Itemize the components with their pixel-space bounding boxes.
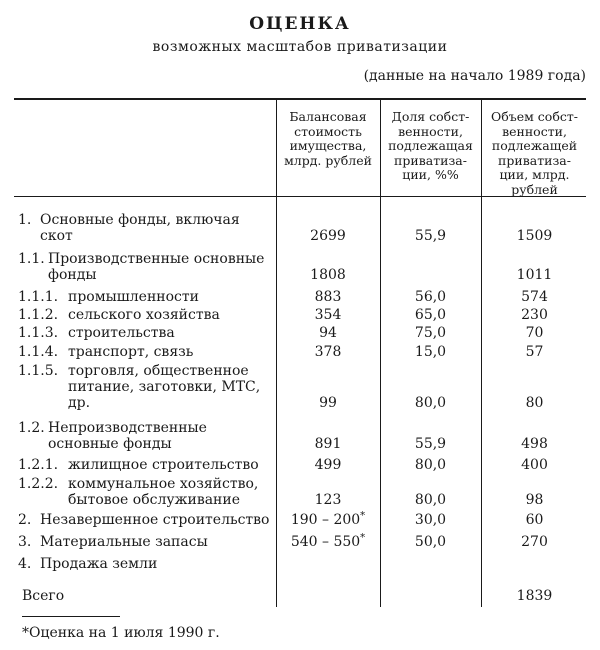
row-label-line: Непроизводственные	[48, 420, 207, 436]
cell-privatization-volume	[483, 228, 586, 244]
row-label	[40, 556, 290, 572]
row-label	[48, 420, 298, 452]
column-header-line: млрд. рублей	[284, 152, 372, 168]
row-label-line: фонды	[48, 267, 97, 283]
cell-privatization-share	[382, 534, 479, 550]
column-header-line: приватиза-	[394, 152, 467, 168]
row-label	[40, 534, 290, 550]
cell-balance-value	[278, 512, 378, 528]
table-title: ОЦЕНКА	[249, 14, 351, 34]
cell-balance-value	[278, 344, 378, 360]
cell-value: 574	[521, 289, 548, 305]
cell-privatization-volume	[483, 492, 586, 508]
table-row	[0, 588, 600, 604]
table-row	[0, 476, 600, 508]
cell-privatization-volume	[483, 436, 586, 452]
cell-value: 400	[521, 457, 548, 473]
cell-privatization-volume	[483, 512, 586, 528]
cell-value: 230	[521, 307, 548, 323]
cell-value: 55,9	[414, 436, 447, 452]
column-header-line: приватиза-	[498, 152, 571, 168]
cell-privatization-volume	[483, 534, 586, 550]
cell-value: 75,0	[414, 325, 447, 341]
cell-value: 1011	[516, 267, 553, 283]
column-header-line: ции, %%	[402, 167, 459, 182]
table-row	[0, 289, 600, 305]
row-number: 1.1.2.	[18, 307, 59, 323]
cell-value: 498	[521, 436, 548, 452]
column-header-line: венности,	[398, 123, 463, 139]
row-label-line: Всего	[22, 588, 65, 604]
row-number: 1.1.4.	[18, 344, 59, 360]
cell-balance-value	[278, 325, 378, 341]
row-label-line: Производственные основные	[48, 251, 265, 267]
cell-value: 50,0	[414, 534, 447, 550]
table-row	[0, 251, 600, 283]
column-header-line: Объем собст-	[490, 109, 578, 124]
cell-privatization-share	[382, 395, 479, 411]
cell-value: 15,0	[414, 344, 447, 360]
row-label-line: сельского хозяйства	[68, 307, 220, 323]
row-number: 4.	[18, 556, 32, 572]
row-label-line: торговля, общественное	[68, 363, 249, 379]
row-label-line: скот	[40, 228, 73, 244]
cell-balance-value	[278, 395, 378, 411]
cell-value: 378	[314, 344, 342, 360]
table-row	[0, 344, 600, 360]
cell-balance-value	[278, 267, 378, 283]
row-number: 3.	[18, 534, 32, 550]
cell-value: 80,0	[414, 492, 447, 508]
column-header-line: венности,	[502, 123, 567, 139]
cell-privatization-share	[382, 307, 479, 323]
column-header-privatization-share	[382, 110, 479, 183]
cell-privatization-share	[382, 344, 479, 360]
cell-privatization-volume	[483, 325, 586, 341]
table-row	[0, 307, 600, 323]
cell-privatization-volume	[483, 344, 586, 360]
row-label-line: Основные фонды, включая	[40, 212, 240, 228]
cell-value: 891	[314, 436, 342, 452]
table-subtitle: возможных масштабов приватизации	[152, 39, 448, 55]
row-label	[48, 251, 298, 283]
cell-privatization-volume	[483, 307, 586, 323]
cell-value: 1509	[516, 228, 553, 244]
cell-privatization-share	[382, 492, 479, 508]
column-header-line: рублей	[511, 181, 558, 197]
cell-value: 540 – 550	[290, 534, 361, 550]
cell-value: 883	[314, 289, 342, 305]
table-row	[0, 420, 600, 452]
column-header-line: подлежащая	[388, 138, 473, 153]
cell-privatization-share	[382, 436, 479, 452]
cell-balance-value	[278, 534, 378, 550]
row-label-line: жилищное строительство	[68, 457, 259, 473]
row-label-line: промышленности	[68, 289, 199, 305]
row-label-line: бытовое обслуживание	[68, 492, 241, 508]
row-number: 1.1.	[18, 251, 45, 267]
cell-privatization-share	[382, 512, 479, 528]
row-label-line: транспорт, связь	[68, 344, 194, 360]
column-header-privatization-volume	[483, 110, 586, 197]
cell-privatization-share	[382, 457, 479, 473]
cell-privatization-volume	[483, 395, 586, 411]
cell-privatization-share	[382, 325, 479, 341]
cell-privatization-volume	[483, 289, 586, 305]
cell-privatization-share	[382, 289, 479, 305]
cell-value: 80,0	[414, 395, 447, 411]
row-number: 1.	[18, 212, 32, 228]
row-number: 1.2.1.	[18, 457, 59, 473]
cell-value: 2699	[310, 228, 346, 244]
column-header-line: подлежащей	[491, 138, 578, 153]
cell-value: 190 – 200	[290, 512, 361, 528]
cell-value: 80	[525, 395, 544, 411]
cell-value: 80,0	[414, 457, 447, 473]
column-header-line: имущества,	[289, 138, 367, 153]
row-number: 1.2.2.	[18, 476, 59, 492]
cell-value: 56,0	[414, 289, 447, 305]
cell-privatization-share	[382, 228, 479, 244]
cell-balance-value	[278, 228, 378, 244]
cell-value: 499	[314, 457, 342, 473]
row-number: 1.1.1.	[18, 289, 59, 305]
row-label-line: Незавершенное строительство	[40, 512, 270, 528]
table-row	[0, 556, 600, 572]
cell-value: 98	[525, 492, 544, 508]
footnote-marker: *	[360, 510, 366, 522]
table-top-rule	[14, 98, 586, 100]
cell-balance-value	[278, 289, 378, 305]
cell-value: 123	[314, 492, 342, 508]
column-header-line: Балансовая	[289, 109, 367, 124]
table-row	[0, 325, 600, 341]
row-number: 1.1.5.	[18, 363, 59, 379]
table-row	[0, 457, 600, 473]
cell-balance-value	[278, 492, 378, 508]
row-number: 2.	[18, 512, 32, 528]
cell-privatization-volume	[483, 267, 586, 283]
cell-value: 57	[525, 344, 544, 360]
footnote-rule	[22, 616, 120, 617]
row-label-line: Материальные запасы	[40, 534, 208, 550]
cell-value: 354	[314, 307, 342, 323]
cell-value: 30,0	[414, 512, 447, 528]
row-label-line: основные фонды	[48, 436, 172, 452]
cell-value: 1839	[516, 588, 553, 604]
cell-value: 99	[319, 395, 337, 411]
cell-value: 94	[319, 325, 337, 341]
cell-value: 60	[525, 512, 544, 528]
column-header-line: ции, млрд.	[499, 167, 570, 182]
cell-value: 270	[521, 534, 548, 550]
cell-privatization-volume	[483, 588, 586, 604]
cell-privatization-volume	[483, 457, 586, 473]
row-label-line: Продажа земли	[40, 556, 158, 572]
cell-balance-value	[278, 436, 378, 452]
table-row	[0, 512, 600, 528]
cell-value: 70	[525, 325, 544, 341]
cell-value: 55,9	[414, 228, 447, 244]
row-label-line: питание, заготовки, МТС,	[68, 379, 261, 395]
row-label-line: строительства	[68, 325, 175, 341]
row-label	[22, 588, 272, 604]
row-label-line: коммунальное хозяйство,	[68, 476, 259, 492]
column-header-line: стоимость	[294, 123, 362, 139]
cell-value: 65,0	[414, 307, 447, 323]
row-label	[40, 212, 290, 244]
table-row	[0, 212, 600, 244]
row-number: 1.1.3.	[18, 325, 59, 341]
column-header-line: Доля собст-	[391, 109, 470, 124]
cell-balance-value	[278, 457, 378, 473]
row-label-line: др.	[68, 395, 91, 411]
row-label	[40, 512, 290, 528]
column-header-balance-value	[278, 110, 378, 168]
table-row	[0, 363, 600, 411]
data-date-note: (данные на начало 1989 года)	[363, 68, 586, 84]
footnote: *Оценка на 1 июля 1990 г.	[22, 625, 220, 641]
cell-value: 1808	[310, 267, 346, 283]
footnote-marker: *	[360, 532, 366, 544]
cell-balance-value	[278, 307, 378, 323]
row-number: 1.2.	[18, 420, 45, 436]
table-row	[0, 534, 600, 550]
